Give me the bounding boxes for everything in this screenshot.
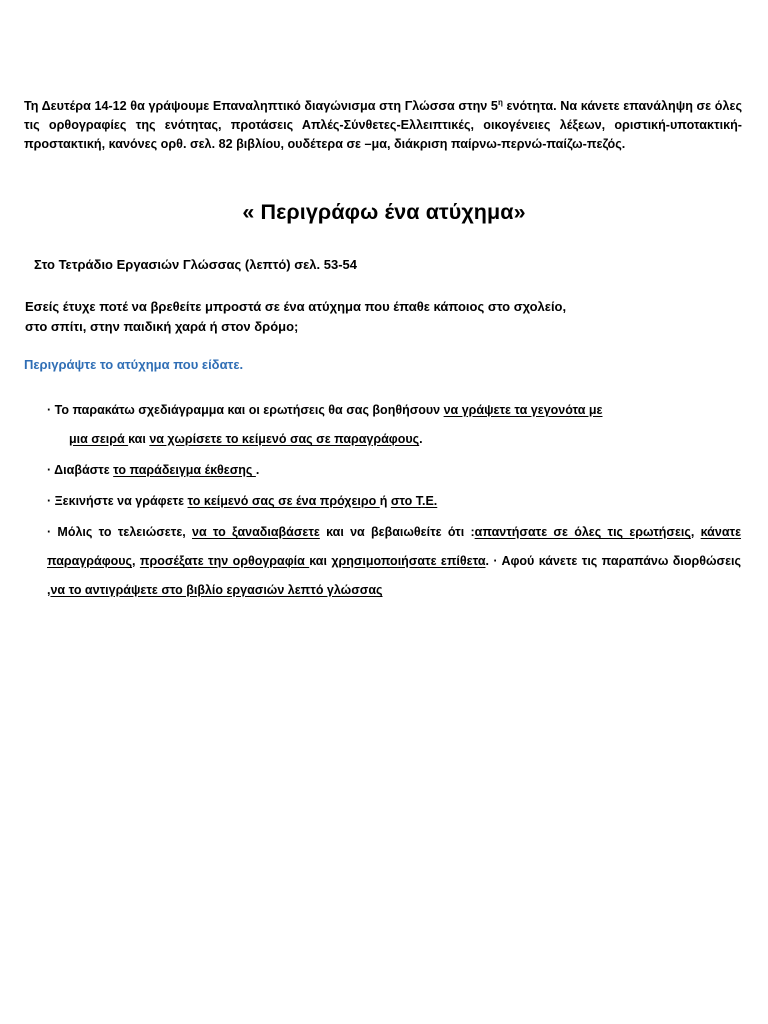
bullet-text: και: [128, 432, 150, 446]
bullet-text: .: [255, 463, 260, 477]
underlined-phrase: κάνατε παραγράφους: [47, 525, 742, 568]
underlined-phrase: απαντήσατε σε όλες τις ερωτήσεις: [474, 525, 691, 539]
list-item-read-example: [47, 456, 741, 485]
underlined-phrase: να το ξαναδιαβάσετε: [192, 525, 320, 539]
workbook-reference: Στο Τετράδιο Εργασιών Γλώσσας (λεπτό) σελ. 53-54: [34, 257, 358, 272]
bullet-text: · Το παρακάτω σχεδιάγραμμα και οι ερωτήσεις θα σας βοηθήσουν: [47, 403, 444, 417]
underlined-phrase: προσέξατε την ορθογραφία: [139, 554, 310, 568]
bullet-text: και: [309, 554, 332, 568]
underlined-phrase: να το αντιγράψετε στο βιβλίο εργασιών λεπτό γλώσσας: [50, 583, 383, 597]
underlined-phrase: το παράδειγμα έκθεσης: [113, 463, 256, 477]
list-item-outline: [47, 396, 741, 454]
announcement-text-start: Τη Δευτέρα 14-12 θα γράψουμε Επαναληπτικό διαγώνισμα στη Γλώσσα στην 5: [24, 99, 498, 113]
instruction-heading: Περιγράψτε το ατύχημα που είδατε.: [24, 357, 244, 372]
bullet-text: .: [419, 432, 423, 446]
underlined-phrase: να γράψετε τα γεγονότα με: [443, 403, 603, 417]
underlined-phrase: στο Τ.Ε.: [390, 494, 438, 508]
bullet-text: · Διαβάστε: [47, 463, 114, 477]
bullet-text: · Ξεκινήστε να γράφετε: [47, 494, 188, 508]
underlined-phrase: μια σειρά: [69, 432, 129, 446]
bullet-text: ,: [690, 525, 701, 539]
bullet-text: · Μόλις το τελειώσετε,: [47, 525, 192, 539]
bullet-text: . · Αφού κάνετε τις παραπάνω διορθώσεις ,: [47, 554, 741, 597]
ordinal-superscript: η: [497, 97, 503, 107]
question-line-1: Εσείς έτυχε ποτέ να βρεθείτε μπροστά σε ένα ατύχημα που έπαθε κάποιος στο σχολείο,: [25, 299, 567, 314]
bullet-continuation: [47, 425, 741, 454]
bullet-text: και να βεβαιωθείτε ότι :: [319, 525, 475, 539]
underlined-phrase: να χωρίσετε το κείμενό σας σε παραγράφους: [149, 432, 420, 446]
announcement-text-rest: ενότητα. Να κάνετε επανάληψη σε όλες τις ορθογραφίες της ενότητας, προτάσεις Απλές-Σύνθετες-Ελλειπτικές, οικογένειες λέξεων, οριστική-υποτακτική-προστακτική, κανόνες ορθ. σελ. 82 βιβλίου, ουδέτερα σε –μα, διάκριση παίρνω-περνώ-παίζω-πεζός.: [24, 99, 742, 151]
page-title: « Περιγράφω ένα ατύχημα»: [242, 200, 526, 224]
bullet-text: ,: [132, 554, 140, 568]
list-item-start-writing: [47, 487, 741, 516]
instructions-list: [47, 396, 741, 605]
question-line-2: στο σπίτι, στην παιδική χαρά ή στον δρόμο;: [25, 319, 299, 334]
announcement-paragraph: [24, 97, 742, 154]
bullet-text: ή: [379, 494, 391, 508]
underlined-phrase: το κείμενό σας σε ένα πρόχειρο: [187, 494, 380, 508]
underlined-phrase: χρησιμοποιήσατε επίθετα: [331, 554, 486, 568]
question-paragraph: [25, 297, 745, 337]
list-item-review: [47, 518, 741, 605]
